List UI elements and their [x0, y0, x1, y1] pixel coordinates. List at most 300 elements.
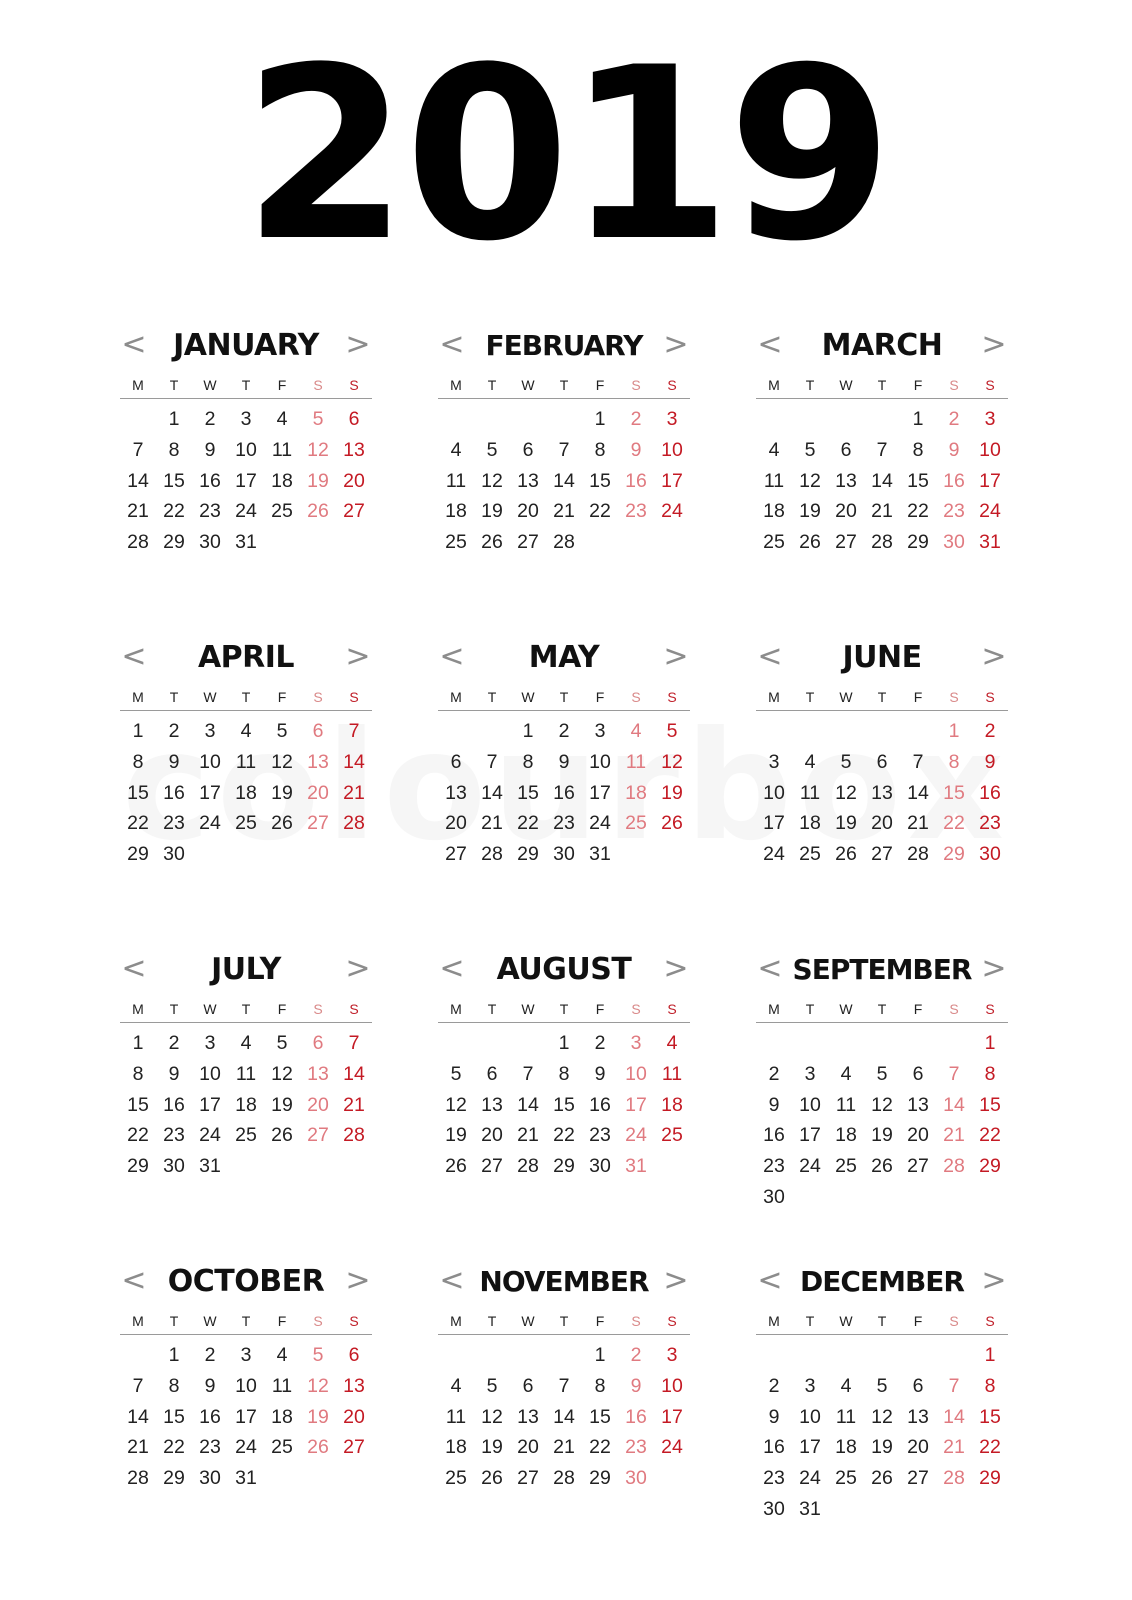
day-cell[interactable]: 16 [763, 1124, 785, 1147]
day-cell[interactable]: 2 [204, 408, 216, 430]
day-cell[interactable]: 31 [799, 1497, 821, 1520]
day-cell[interactable]: 23 [199, 1436, 221, 1459]
day-cell[interactable]: 22 [163, 500, 185, 523]
chevron-right-icon[interactable]: > [663, 951, 689, 986]
day-cell[interactable]: 9 [768, 1093, 780, 1116]
day-cell[interactable]: 12 [271, 1062, 293, 1085]
day-cell[interactable]: 3 [984, 408, 996, 430]
day-cell[interactable]: 22 [589, 1436, 611, 1459]
day-cell[interactable]: 8 [168, 438, 180, 461]
day-cell[interactable]: 18 [271, 1405, 293, 1428]
day-cell[interactable]: 12 [661, 750, 683, 773]
day-cell[interactable]: 17 [625, 1093, 647, 1116]
day-cell[interactable]: 3 [240, 1344, 252, 1366]
day-cell[interactable]: 16 [979, 781, 1001, 804]
day-cell[interactable]: 6 [312, 720, 324, 742]
day-cell[interactable]: 11 [271, 438, 293, 461]
chevron-left-icon[interactable]: < [439, 327, 465, 362]
day-cell[interactable]: 13 [343, 1374, 365, 1397]
day-cell[interactable]: 16 [199, 1405, 221, 1428]
day-cell[interactable]: 9 [204, 438, 216, 461]
day-cell[interactable]: 22 [979, 1436, 1001, 1459]
day-cell[interactable]: 2 [768, 1374, 780, 1397]
day-cell[interactable]: 23 [979, 812, 1001, 835]
day-cell[interactable]: 29 [979, 1467, 1001, 1490]
day-cell[interactable]: 7 [522, 1062, 534, 1085]
day-cell[interactable]: 11 [445, 469, 467, 492]
day-cell[interactable]: 17 [763, 812, 785, 835]
day-cell[interactable]: 8 [912, 438, 924, 461]
chevron-right-icon[interactable]: > [981, 951, 1007, 986]
day-cell[interactable]: 8 [522, 750, 534, 773]
day-cell[interactable]: 26 [445, 1155, 467, 1178]
day-cell[interactable]: 4 [450, 438, 462, 461]
day-cell[interactable]: 30 [199, 1467, 221, 1490]
day-cell[interactable]: 25 [763, 531, 785, 554]
day-cell[interactable]: 6 [486, 1062, 498, 1085]
day-cell[interactable]: 2 [630, 408, 642, 430]
day-cell[interactable]: 2 [630, 1344, 642, 1366]
day-cell[interactable]: 20 [517, 500, 539, 523]
day-cell[interactable]: 20 [307, 781, 329, 804]
chevron-right-icon[interactable]: > [345, 639, 371, 674]
day-cell[interactable]: 8 [594, 438, 606, 461]
day-cell[interactable]: 30 [763, 1497, 785, 1520]
day-cell[interactable]: 13 [517, 469, 539, 492]
day-cell[interactable]: 13 [343, 438, 365, 461]
day-cell[interactable]: 28 [553, 1467, 575, 1490]
chevron-right-icon[interactable]: > [981, 1263, 1007, 1298]
day-cell[interactable]: 8 [132, 750, 144, 773]
day-cell[interactable]: 4 [840, 1374, 852, 1397]
day-cell[interactable]: 12 [835, 781, 857, 804]
day-cell[interactable]: 7 [948, 1062, 960, 1085]
day-cell[interactable]: 29 [943, 843, 965, 866]
day-cell[interactable]: 20 [445, 812, 467, 835]
day-cell[interactable]: 10 [763, 781, 785, 804]
day-cell[interactable]: 23 [625, 500, 647, 523]
day-cell[interactable]: 30 [763, 1185, 785, 1208]
day-cell[interactable]: 10 [979, 438, 1001, 461]
day-cell[interactable]: 25 [625, 812, 647, 835]
day-cell[interactable]: 2 [168, 720, 180, 742]
day-cell[interactable]: 5 [312, 408, 324, 430]
day-cell[interactable]: 20 [907, 1436, 929, 1459]
day-cell[interactable]: 13 [307, 750, 329, 773]
day-cell[interactable]: 25 [799, 843, 821, 866]
day-cell[interactable]: 20 [343, 469, 365, 492]
day-cell[interactable]: 9 [630, 1374, 642, 1397]
day-cell[interactable]: 29 [979, 1155, 1001, 1178]
day-cell[interactable]: 11 [235, 750, 257, 773]
day-cell[interactable]: 27 [907, 1467, 929, 1490]
chevron-left-icon[interactable]: < [757, 327, 783, 362]
day-cell[interactable]: 21 [871, 500, 893, 523]
day-cell[interactable]: 6 [312, 1032, 324, 1054]
day-cell[interactable]: 21 [943, 1436, 965, 1459]
day-cell[interactable]: 15 [589, 469, 611, 492]
day-cell[interactable]: 11 [835, 1405, 857, 1428]
day-cell[interactable]: 4 [450, 1374, 462, 1397]
day-cell[interactable]: 28 [943, 1155, 965, 1178]
day-cell[interactable]: 3 [240, 408, 252, 430]
day-cell[interactable]: 7 [948, 1374, 960, 1397]
day-cell[interactable]: 27 [907, 1155, 929, 1178]
chevron-left-icon[interactable]: < [439, 951, 465, 986]
day-cell[interactable]: 21 [907, 812, 929, 835]
day-cell[interactable]: 30 [979, 843, 1001, 866]
day-cell[interactable]: 15 [163, 1405, 185, 1428]
day-cell[interactable]: 5 [804, 438, 816, 461]
day-cell[interactable]: 28 [871, 531, 893, 554]
day-cell[interactable]: 13 [907, 1093, 929, 1116]
chevron-left-icon[interactable]: < [757, 639, 783, 674]
chevron-left-icon[interactable]: < [757, 951, 783, 986]
day-cell[interactable]: 29 [553, 1155, 575, 1178]
day-cell[interactable]: 11 [835, 1093, 857, 1116]
day-cell[interactable]: 5 [486, 438, 498, 461]
day-cell[interactable]: 19 [871, 1124, 893, 1147]
day-cell[interactable]: 23 [163, 1124, 185, 1147]
day-cell[interactable]: 7 [558, 1374, 570, 1397]
day-cell[interactable]: 1 [912, 408, 924, 430]
day-cell[interactable]: 17 [235, 469, 257, 492]
day-cell[interactable]: 3 [768, 750, 780, 773]
day-cell[interactable]: 11 [763, 469, 785, 492]
day-cell[interactable]: 6 [840, 438, 852, 461]
day-cell[interactable]: 9 [558, 750, 570, 773]
day-cell[interactable]: 21 [127, 1436, 149, 1459]
day-cell[interactable]: 15 [943, 781, 965, 804]
day-cell[interactable]: 28 [943, 1467, 965, 1490]
day-cell[interactable]: 4 [768, 438, 780, 461]
day-cell[interactable]: 25 [661, 1124, 683, 1147]
day-cell[interactable]: 22 [979, 1124, 1001, 1147]
day-cell[interactable]: 6 [348, 408, 360, 430]
day-cell[interactable]: 18 [235, 1093, 257, 1116]
day-cell[interactable]: 10 [199, 750, 221, 773]
day-cell[interactable]: 12 [307, 1374, 329, 1397]
chevron-left-icon[interactable]: < [121, 639, 147, 674]
day-cell[interactable]: 23 [763, 1467, 785, 1490]
day-cell[interactable]: 28 [343, 1124, 365, 1147]
day-cell[interactable]: 19 [271, 1093, 293, 1116]
day-cell[interactable]: 24 [589, 812, 611, 835]
day-cell[interactable]: 10 [661, 1374, 683, 1397]
day-cell[interactable]: 8 [984, 1374, 996, 1397]
chevron-right-icon[interactable]: > [345, 327, 371, 362]
day-cell[interactable]: 11 [235, 1062, 257, 1085]
day-cell[interactable]: 1 [948, 720, 960, 742]
day-cell[interactable]: 25 [835, 1155, 857, 1178]
day-cell[interactable]: 3 [804, 1374, 816, 1397]
day-cell[interactable]: 24 [661, 500, 683, 523]
day-cell[interactable]: 16 [199, 469, 221, 492]
day-cell[interactable]: 16 [943, 469, 965, 492]
day-cell[interactable]: 4 [276, 1344, 288, 1366]
day-cell[interactable]: 18 [625, 781, 647, 804]
day-cell[interactable]: 3 [630, 1032, 642, 1054]
day-cell[interactable]: 12 [307, 438, 329, 461]
day-cell[interactable]: 18 [799, 812, 821, 835]
day-cell[interactable]: 28 [553, 531, 575, 554]
day-cell[interactable]: 29 [127, 1155, 149, 1178]
day-cell[interactable]: 13 [871, 781, 893, 804]
day-cell[interactable]: 19 [871, 1436, 893, 1459]
day-cell[interactable]: 7 [348, 1032, 360, 1054]
day-cell[interactable]: 21 [481, 812, 503, 835]
day-cell[interactable]: 20 [871, 812, 893, 835]
day-cell[interactable]: 10 [661, 438, 683, 461]
day-cell[interactable]: 19 [271, 781, 293, 804]
day-cell[interactable]: 17 [799, 1124, 821, 1147]
day-cell[interactable]: 25 [235, 1124, 257, 1147]
day-cell[interactable]: 27 [343, 1436, 365, 1459]
day-cell[interactable]: 15 [127, 1093, 149, 1116]
day-cell[interactable]: 27 [871, 843, 893, 866]
day-cell[interactable]: 18 [661, 1093, 683, 1116]
chevron-right-icon[interactable]: > [345, 951, 371, 986]
day-cell[interactable]: 24 [799, 1467, 821, 1490]
day-cell[interactable]: 28 [517, 1155, 539, 1178]
day-cell[interactable]: 13 [517, 1405, 539, 1428]
day-cell[interactable]: 15 [163, 469, 185, 492]
day-cell[interactable]: 15 [517, 781, 539, 804]
day-cell[interactable]: 26 [271, 812, 293, 835]
day-cell[interactable]: 18 [835, 1436, 857, 1459]
day-cell[interactable]: 30 [553, 843, 575, 866]
day-cell[interactable]: 6 [450, 750, 462, 773]
day-cell[interactable]: 12 [271, 750, 293, 773]
day-cell[interactable]: 14 [943, 1093, 965, 1116]
chevron-right-icon[interactable]: > [345, 1263, 371, 1298]
day-cell[interactable]: 2 [594, 1032, 606, 1054]
day-cell[interactable]: 27 [481, 1155, 503, 1178]
day-cell[interactable]: 13 [307, 1062, 329, 1085]
day-cell[interactable]: 15 [589, 1405, 611, 1428]
chevron-left-icon[interactable]: < [439, 639, 465, 674]
day-cell[interactable]: 25 [445, 1467, 467, 1490]
day-cell[interactable]: 29 [127, 843, 149, 866]
day-cell[interactable]: 27 [517, 1467, 539, 1490]
day-cell[interactable]: 19 [661, 781, 683, 804]
day-cell[interactable]: 20 [517, 1436, 539, 1459]
day-cell[interactable]: 8 [594, 1374, 606, 1397]
day-cell[interactable]: 9 [984, 750, 996, 773]
day-cell[interactable]: 28 [343, 812, 365, 835]
chevron-left-icon[interactable]: < [757, 1263, 783, 1298]
day-cell[interactable]: 30 [589, 1155, 611, 1178]
day-cell[interactable]: 2 [204, 1344, 216, 1366]
day-cell[interactable]: 30 [625, 1467, 647, 1490]
day-cell[interactable]: 3 [666, 408, 678, 430]
day-cell[interactable]: 23 [553, 812, 575, 835]
day-cell[interactable]: 17 [589, 781, 611, 804]
day-cell[interactable]: 5 [450, 1062, 462, 1085]
day-cell[interactable]: 4 [240, 720, 252, 742]
day-cell[interactable]: 24 [199, 812, 221, 835]
day-cell[interactable]: 22 [907, 500, 929, 523]
day-cell[interactable]: 23 [943, 500, 965, 523]
day-cell[interactable]: 15 [553, 1093, 575, 1116]
day-cell[interactable]: 21 [517, 1124, 539, 1147]
day-cell[interactable]: 24 [235, 500, 257, 523]
day-cell[interactable]: 10 [799, 1405, 821, 1428]
day-cell[interactable]: 31 [589, 843, 611, 866]
day-cell[interactable]: 26 [871, 1467, 893, 1490]
day-cell[interactable]: 7 [558, 438, 570, 461]
day-cell[interactable]: 1 [522, 720, 534, 742]
day-cell[interactable]: 9 [204, 1374, 216, 1397]
day-cell[interactable]: 19 [307, 1405, 329, 1428]
day-cell[interactable]: 3 [804, 1062, 816, 1085]
day-cell[interactable]: 29 [907, 531, 929, 554]
day-cell[interactable]: 17 [979, 469, 1001, 492]
day-cell[interactable]: 14 [553, 469, 575, 492]
day-cell[interactable]: 12 [871, 1405, 893, 1428]
day-cell[interactable]: 15 [127, 781, 149, 804]
day-cell[interactable]: 18 [445, 500, 467, 523]
day-cell[interactable]: 15 [979, 1405, 1001, 1428]
day-cell[interactable]: 21 [553, 500, 575, 523]
day-cell[interactable]: 29 [163, 531, 185, 554]
day-cell[interactable]: 28 [907, 843, 929, 866]
day-cell[interactable]: 21 [553, 1436, 575, 1459]
day-cell[interactable]: 14 [517, 1093, 539, 1116]
day-cell[interactable]: 1 [558, 1032, 570, 1054]
day-cell[interactable]: 13 [907, 1405, 929, 1428]
day-cell[interactable]: 4 [276, 408, 288, 430]
day-cell[interactable]: 10 [625, 1062, 647, 1085]
day-cell[interactable]: 10 [199, 1062, 221, 1085]
day-cell[interactable]: 1 [594, 408, 606, 430]
day-cell[interactable]: 8 [558, 1062, 570, 1085]
day-cell[interactable]: 14 [127, 469, 149, 492]
day-cell[interactable]: 4 [666, 1032, 678, 1054]
day-cell[interactable]: 14 [481, 781, 503, 804]
day-cell[interactable]: 13 [445, 781, 467, 804]
day-cell[interactable]: 28 [127, 1467, 149, 1490]
day-cell[interactable]: 30 [943, 531, 965, 554]
day-cell[interactable]: 5 [666, 720, 678, 742]
day-cell[interactable]: 3 [204, 1032, 216, 1054]
day-cell[interactable]: 26 [307, 500, 329, 523]
day-cell[interactable]: 4 [804, 750, 816, 773]
day-cell[interactable]: 24 [235, 1436, 257, 1459]
day-cell[interactable]: 3 [204, 720, 216, 742]
day-cell[interactable]: 26 [481, 1467, 503, 1490]
day-cell[interactable]: 5 [276, 1032, 288, 1054]
day-cell[interactable]: 30 [199, 531, 221, 554]
day-cell[interactable]: 21 [343, 1093, 365, 1116]
day-cell[interactable]: 29 [163, 1467, 185, 1490]
chevron-left-icon[interactable]: < [121, 327, 147, 362]
day-cell[interactable]: 8 [168, 1374, 180, 1397]
day-cell[interactable]: 26 [481, 531, 503, 554]
day-cell[interactable]: 21 [943, 1124, 965, 1147]
day-cell[interactable]: 23 [163, 812, 185, 835]
day-cell[interactable]: 9 [630, 438, 642, 461]
day-cell[interactable]: 22 [943, 812, 965, 835]
day-cell[interactable]: 10 [235, 1374, 257, 1397]
day-cell[interactable]: 1 [132, 720, 144, 742]
day-cell[interactable]: 20 [481, 1124, 503, 1147]
day-cell[interactable]: 5 [312, 1344, 324, 1366]
day-cell[interactable]: 26 [661, 812, 683, 835]
day-cell[interactable]: 11 [271, 1374, 293, 1397]
day-cell[interactable]: 4 [630, 720, 642, 742]
day-cell[interactable]: 6 [522, 438, 534, 461]
day-cell[interactable]: 14 [871, 469, 893, 492]
day-cell[interactable]: 1 [132, 1032, 144, 1054]
day-cell[interactable]: 9 [168, 1062, 180, 1085]
day-cell[interactable]: 2 [168, 1032, 180, 1054]
day-cell[interactable]: 23 [625, 1436, 647, 1459]
day-cell[interactable]: 27 [835, 531, 857, 554]
day-cell[interactable]: 4 [240, 1032, 252, 1054]
chevron-right-icon[interactable]: > [981, 327, 1007, 362]
day-cell[interactable]: 27 [307, 812, 329, 835]
day-cell[interactable]: 7 [132, 438, 144, 461]
day-cell[interactable]: 25 [835, 1467, 857, 1490]
day-cell[interactable]: 12 [799, 469, 821, 492]
day-cell[interactable]: 2 [558, 720, 570, 742]
day-cell[interactable]: 20 [907, 1124, 929, 1147]
day-cell[interactable]: 24 [625, 1124, 647, 1147]
day-cell[interactable]: 18 [235, 781, 257, 804]
day-cell[interactable]: 9 [948, 438, 960, 461]
day-cell[interactable]: 14 [943, 1405, 965, 1428]
day-cell[interactable]: 11 [445, 1405, 467, 1428]
day-cell[interactable]: 20 [343, 1405, 365, 1428]
day-cell[interactable]: 24 [979, 500, 1001, 523]
day-cell[interactable]: 23 [199, 500, 221, 523]
day-cell[interactable]: 19 [445, 1124, 467, 1147]
day-cell[interactable]: 7 [486, 750, 498, 773]
day-cell[interactable]: 22 [163, 1436, 185, 1459]
day-cell[interactable]: 9 [168, 750, 180, 773]
day-cell[interactable]: 31 [235, 531, 257, 554]
day-cell[interactable]: 24 [199, 1124, 221, 1147]
day-cell[interactable]: 21 [343, 781, 365, 804]
day-cell[interactable]: 13 [835, 469, 857, 492]
day-cell[interactable]: 20 [307, 1093, 329, 1116]
day-cell[interactable]: 1 [984, 1344, 996, 1366]
day-cell[interactable]: 27 [307, 1124, 329, 1147]
day-cell[interactable]: 16 [163, 781, 185, 804]
day-cell[interactable]: 28 [481, 843, 503, 866]
day-cell[interactable]: 11 [799, 781, 821, 804]
day-cell[interactable]: 18 [271, 469, 293, 492]
day-cell[interactable]: 22 [589, 500, 611, 523]
day-cell[interactable]: 19 [481, 1436, 503, 1459]
day-cell[interactable]: 27 [343, 500, 365, 523]
day-cell[interactable]: 5 [276, 720, 288, 742]
day-cell[interactable]: 31 [235, 1467, 257, 1490]
day-cell[interactable]: 14 [907, 781, 929, 804]
day-cell[interactable]: 10 [589, 750, 611, 773]
day-cell[interactable]: 27 [445, 843, 467, 866]
day-cell[interactable]: 24 [661, 1436, 683, 1459]
day-cell[interactable]: 25 [235, 812, 257, 835]
day-cell[interactable]: 29 [589, 1467, 611, 1490]
day-cell[interactable]: 3 [594, 720, 606, 742]
day-cell[interactable]: 13 [481, 1093, 503, 1116]
day-cell[interactable]: 7 [132, 1374, 144, 1397]
day-cell[interactable]: 16 [625, 1405, 647, 1428]
day-cell[interactable]: 30 [163, 843, 185, 866]
day-cell[interactable]: 7 [876, 438, 888, 461]
